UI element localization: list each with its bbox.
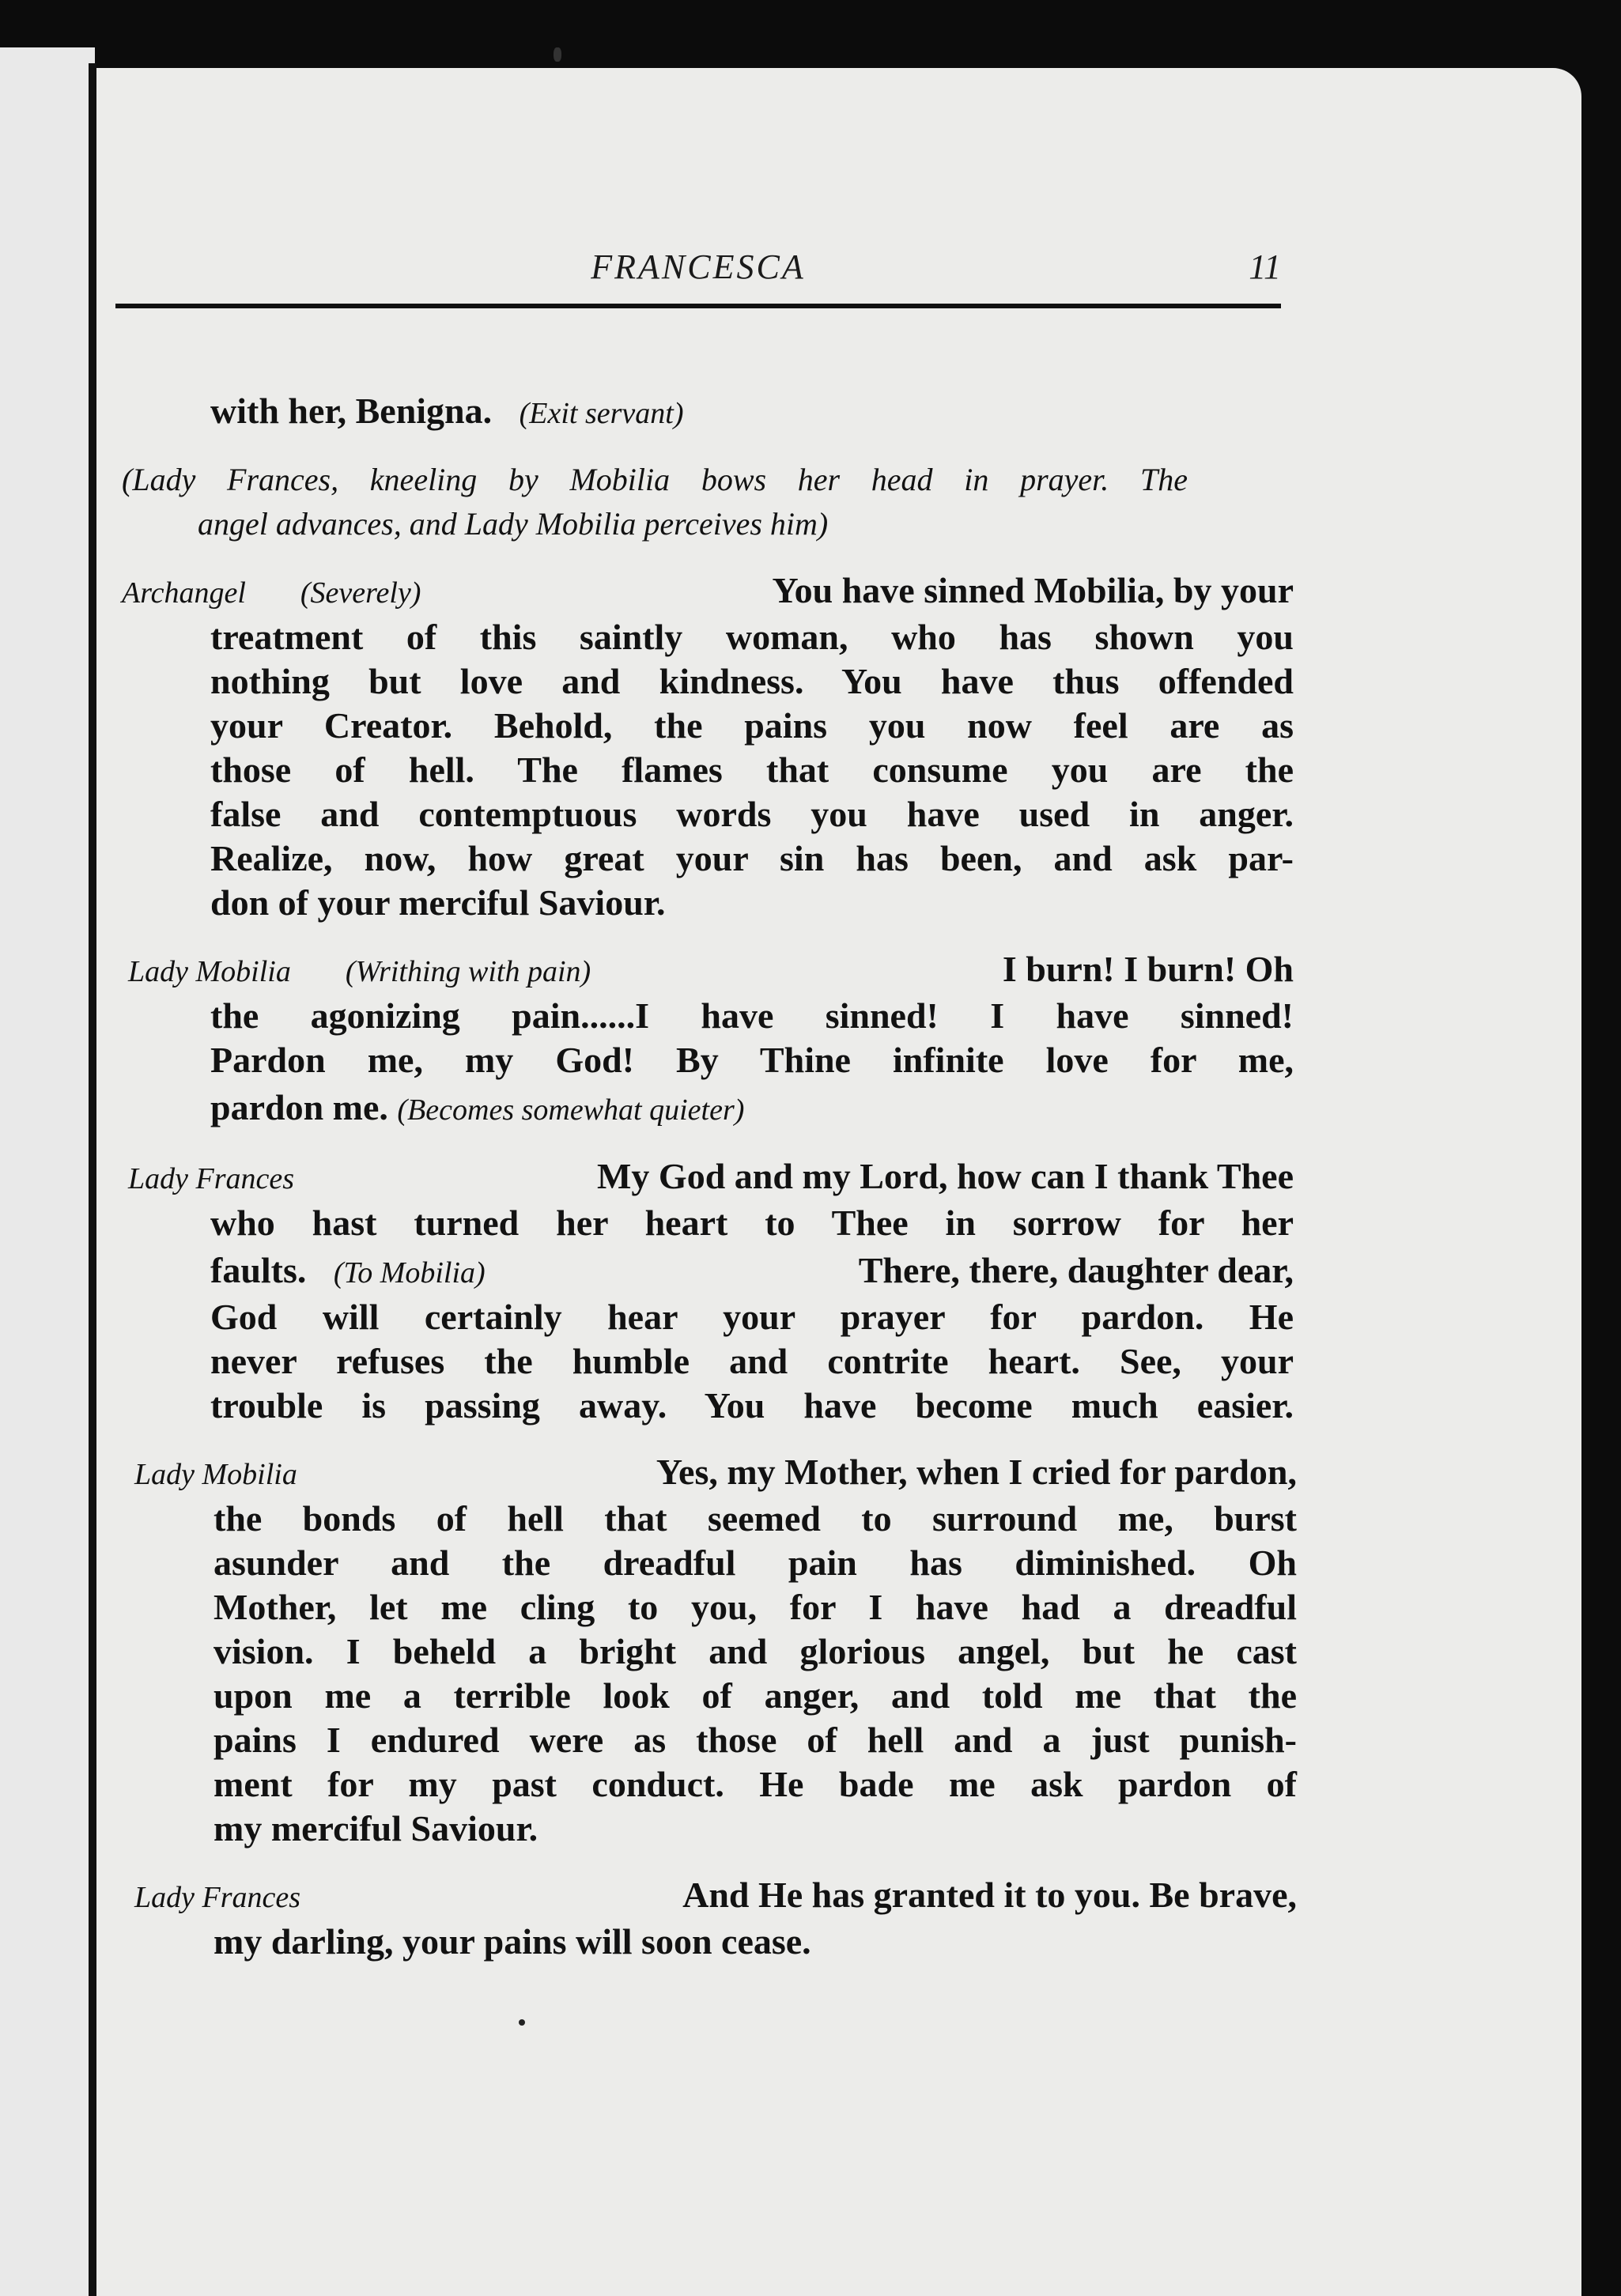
speech-body [213,1920,1297,1964]
left-page-edge [0,47,95,2296]
speech-first-line [128,1154,1294,1201]
page-body [122,389,1297,1964]
speech-line: asunder and the dreadful pain has diminished. Oh [213,1543,1297,1583]
speaker-name: Lady Mobilia [128,955,291,988]
speech-text: There, there, daughter dear, [858,1250,1294,1290]
stage-direction: (Writhing with pain) [345,955,591,988]
speech-line: your Creator. Behold, the pains you now feel are as [210,705,1294,746]
stage-direction-line: angel advances, and Lady Mobilia perceives him) [198,506,829,542]
speech-line: nothing but love and kindness. You have thus offended [210,661,1294,701]
speech-line [210,1248,1294,1295]
book-gutter [89,63,96,2296]
speech-line: God will certainly hear your prayer for pardon. He [210,1297,1294,1337]
speech-line: who hast turned her heart to Thee in sorrow for her [210,1203,1294,1243]
speech-line: trouble is passing away. You have become much easier. [210,1385,1294,1426]
speech-text: faults. [210,1250,307,1290]
speech-text: Yes, my Mother, when I cried for pardon, [656,1452,1297,1492]
speech-line: false and contemptuous words you have used in anger. [210,794,1294,834]
speech-line: Realize, now, how great your sin has been, and ask par- [210,838,1294,878]
speech-first-line [134,1873,1297,1920]
speaker-name: Lady Frances [134,1881,301,1914]
speech-line: Pardon me, my God! By Thine infinite love for me, [210,1040,1294,1080]
speech-lady-frances [128,1154,1294,1428]
speech-text: I burn! I burn! Oh [1002,949,1294,989]
page-number: 11 [1249,247,1281,286]
scan-smudge [554,47,561,62]
speech-first-line [128,947,1294,994]
continuation-text: with her, Benigna. [210,391,493,431]
stage-direction: (Severely) [300,576,421,610]
stage-direction-block [122,458,1188,546]
speech-text: pardon me. [210,1087,388,1127]
speech-first-line [122,568,1294,615]
stage-direction: (Exit servant) [519,397,684,430]
stage-direction: (Becomes somewhat quieter) [397,1093,745,1127]
speech-line: Mother, let me cling to you, for I have had a dreadful [213,1587,1297,1627]
speech-line: never refuses the humble and contrite heart. See, your [210,1341,1294,1381]
speech-line: my darling, your pains will soon cease. [213,1921,811,1962]
speaker-name: Lady Frances [128,1162,295,1195]
ink-speck [519,2019,525,2026]
speech-line: upon me a terrible look of anger, and told me that the [213,1675,1297,1716]
speech-text: And He has granted it to you. Be brave, [682,1875,1297,1915]
speech-first-line [134,1450,1297,1497]
running-title: FRANCESCA [591,247,806,286]
speech-line: my merciful Saviour. [213,1808,538,1849]
speech-line: those of hell. The flames that consume you are the [210,750,1294,790]
continuation-line [128,389,1294,436]
speech-lady-mobilia [128,947,1294,1132]
speech-lady-mobilia [134,1450,1297,1851]
stage-direction: (To Mobilia) [333,1256,486,1290]
speech-text: You have sinned Mobilia, by your [772,570,1294,610]
speaker-name: Lady Mobilia [134,1458,297,1491]
speech-line: the bonds of hell that seemed to surround me, burst [213,1498,1297,1539]
speech-line: ment for my past conduct. He bade me ask pardon of [213,1764,1297,1804]
speech-line: the agonizing pain......I have sinned! I have sinned! [210,995,1294,1036]
stage-direction-line: (Lady Frances, kneeling by Mobilia bows her head in prayer. The [122,462,1188,497]
speech-lady-frances [134,1873,1297,1964]
speech-body [210,1201,1294,1428]
speech-line: treatment of this saintly woman, who has shown you [210,617,1294,657]
running-header [115,247,1281,308]
speech-text: My God and my Lord, how can I thank Thee [597,1156,1294,1196]
speaker-name: Archangel [122,576,246,610]
speech-line: pains I endured were as those of hell and a just punish- [213,1720,1297,1760]
speech-archangel [122,568,1294,925]
speech-line [210,1086,1294,1132]
speech-line: vision. I beheld a bright and glorious angel, but he cast [213,1631,1297,1671]
speech-body [210,994,1294,1132]
speech-body [210,615,1294,925]
speech-line: don of your merciful Saviour. [210,882,666,923]
speech-body [213,1497,1297,1851]
